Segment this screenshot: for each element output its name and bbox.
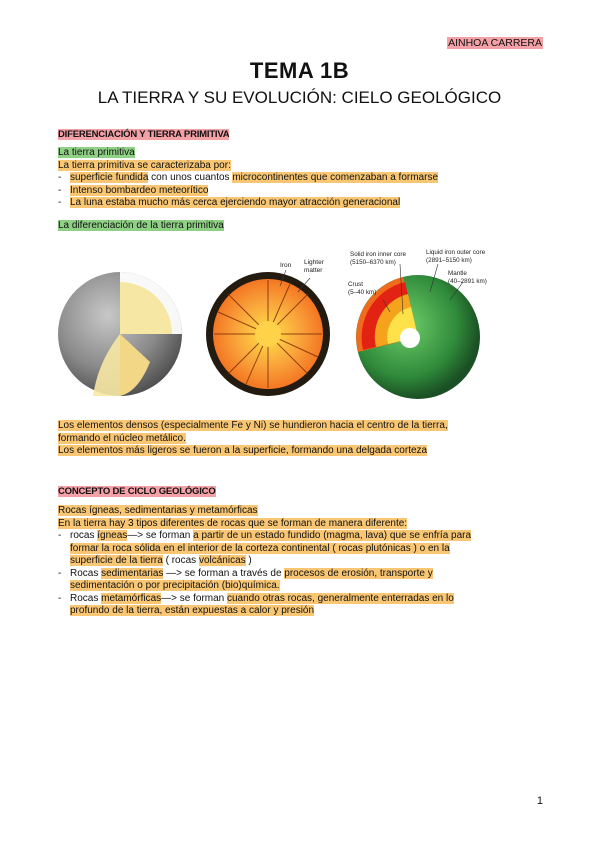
dense-elements-paragraph: Los elementos densos (especialmente Fe y Ni) se hundieron hacia el centro de la tierra, formando el núcleo metálico. Los elementos más ligeros se fueron a la superficie, formando una delgada corteza [58,420,448,456]
earth-differentiation-figure [58,242,498,407]
label-liquid-core-range: (2891–5150 km) [426,257,472,264]
bullet-item: - La luna estaba mucho más cerca ejerciendo mayor atracción generacional [58,197,401,208]
rocks-intro: En la tierra hay 3 tipos diferentes de rocas que se forman de manera diferente: [58,517,408,529]
label-solid-core: Solid iron inner core [350,251,407,258]
subheading-diferenciacion: La diferenciación de la tierra primitiva [58,220,224,231]
section1-text [58,147,548,210]
section2-text: Rocas ígneas, sedimentarias y metamórficas En la tierra hay 3 tipos diferentes de rocas que se forman de manera diferente: - rocas ígneas—> se forman a partir de un estado fundido (magma, lava) que se enfría para formar la roca sólida en el interior de la corteza continental ( rocas plutónicas ) o en la superficie de la tierra ( rocas volcánicas ) - Rocas sedimentarias —> se forman a través de procesos de erosión, transporte y sedimentación o por precipitación (bio)química. - Rocas metamórficas—> se forman cuando otras rocas, generalmente enterradas en lo profundo de la tierra, están expuestas a calor y presión [58,505,548,618]
label-solid-core-range: (5150–6370 km) [350,259,396,266]
label-iron: Iron [280,262,292,269]
label-liquid-core: Liquid iron outer core [426,249,486,256]
page-subtitle: LA TIERRA Y SU EVOLUCIÓN: CIELO GEOLÓGICO [97,88,502,107]
bullet-item: - superficie fundida con unos cuantos microcontinentes que comenzaban a formarse [58,172,439,183]
homogeneous-earth-sphere [58,272,182,396]
section2-heading-wrap [58,481,216,499]
page-title: TEMA 1B [249,58,350,83]
label-mantle: Mantle [448,270,467,277]
label-matter: matter [304,267,323,274]
subheading-diferenciacion-wrap [58,220,224,233]
subheading-tierra-primitiva: La tierra primitiva [58,147,135,158]
subheading-rocas: Rocas ígneas, sedimentarias y metamórficas [58,505,258,516]
page-number: 1 [536,795,543,807]
iron-sinking-sphere [206,270,330,396]
section1-heading-wrap [58,124,229,142]
label-lighter: Lighter [304,259,324,266]
label-crust-range: (5–40 km) [348,289,377,296]
label-crust: Crust [348,281,364,288]
bullet-item: - Intenso bombardeo meteorítico [58,184,209,196]
bullet-igneas: - rocas ígneas—> se forman a partir de un estado fundido (magma, lava) que se enfría para [58,530,472,541]
intro-line: La tierra primitiva se caracterizaba por: [58,159,231,171]
bullet-sedimentarias: - Rocas sedimentarias —> se forman a través de procesos de erosión, transporte y [58,567,433,579]
label-mantle-range: (40–2891 km) [448,278,487,285]
section2-heading: CONCEPTO DE CICLO GEOLÓGICO [58,486,216,497]
author-name: AINHOA CARRERA [448,37,542,49]
section1-heading: DIFERENCIACIÓN Y TIERRA PRIMITIVA [58,129,230,140]
bullet-metamorficas: - Rocas metamórficas—> se forman cuando otras rocas, generalmente enterradas en lo [58,592,454,604]
